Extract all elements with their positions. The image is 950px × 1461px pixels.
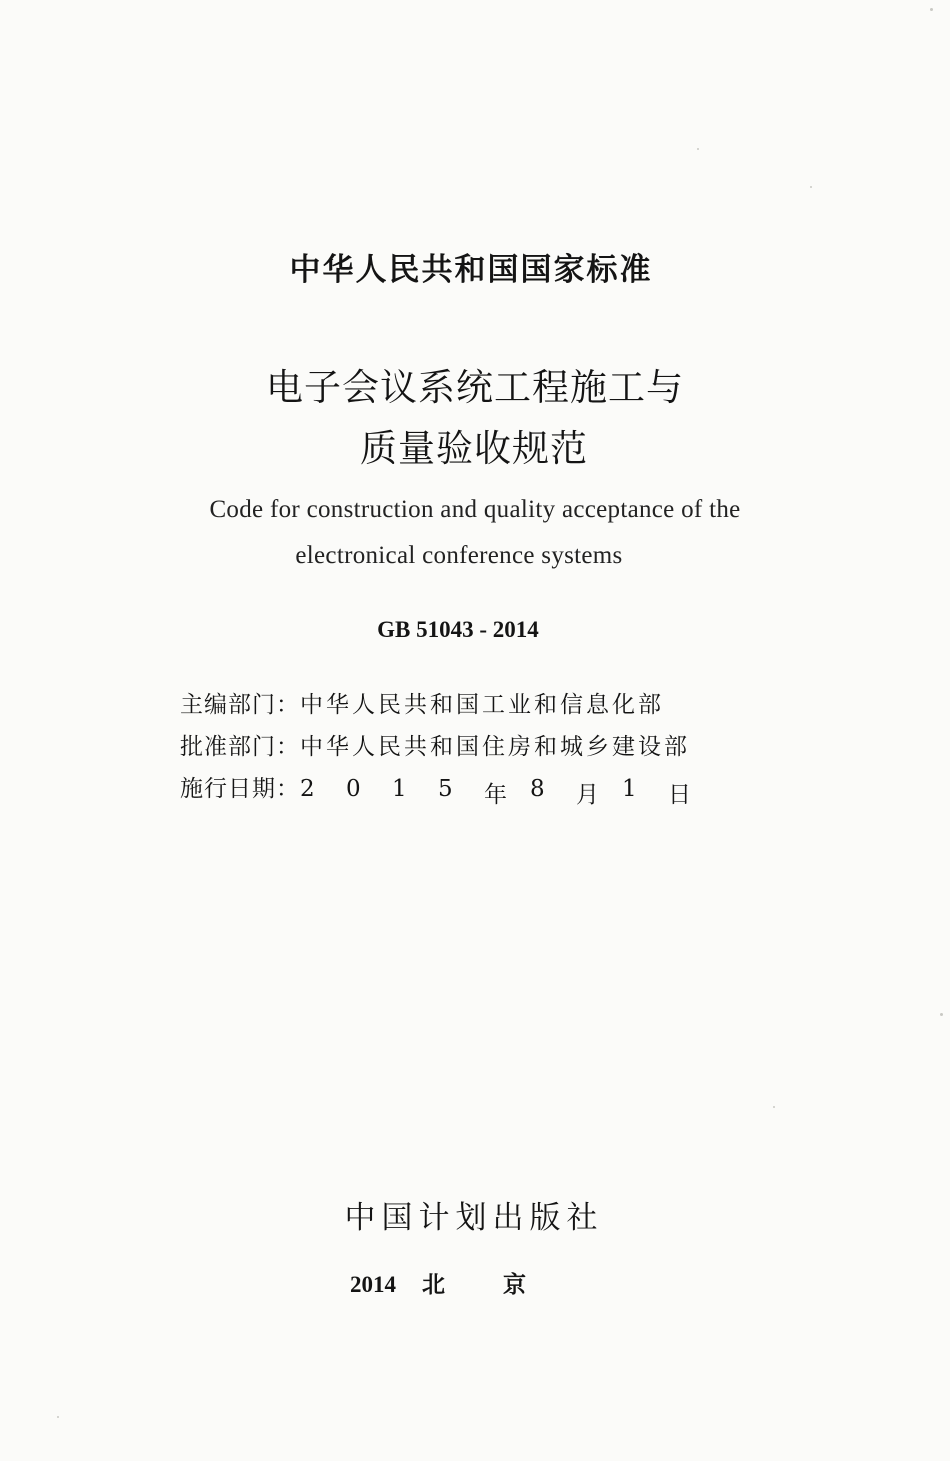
publication-city: 北京 — [422, 1272, 584, 1298]
approver-row — [180, 728, 760, 770]
date-char: 8 — [530, 776, 545, 802]
editor-label: 主编部门： — [180, 692, 300, 718]
scan-speck — [697, 148, 699, 150]
standard-code: GB 51043 - 2014 — [377, 617, 539, 642]
chinese-title-line-1: 电子会议系统工程施工与 — [266, 366, 684, 409]
date-char: 1 — [392, 776, 407, 802]
approver-value: 中华人民共和国住房和城乡建设部 — [300, 734, 690, 760]
scan-speck — [940, 1013, 943, 1016]
date-char: 年 — [484, 782, 507, 808]
editor-value: 中华人民共和国工业和信息化部 — [300, 692, 664, 718]
date-char: 月 — [576, 782, 599, 808]
chinese-title-line-2: 质量验收规范 — [360, 427, 588, 470]
publication-year: 2014 — [350, 1272, 396, 1297]
effective-date-value — [300, 776, 714, 809]
date-char: 1 — [622, 776, 637, 802]
effective-date-label: 施行日期： — [180, 776, 300, 802]
date-char: 日 — [668, 782, 691, 808]
publication-line — [350, 1266, 584, 1299]
info-block — [180, 686, 760, 812]
date-char: 5 — [438, 776, 453, 802]
standard-type-heading: 中华人民共和国国家标准 — [289, 252, 653, 288]
scan-speck — [930, 8, 933, 11]
date-char: 0 — [346, 776, 361, 802]
scan-speck — [773, 1106, 775, 1108]
date-char: 2 — [300, 776, 315, 802]
publisher-name: 中国计划出版社 — [344, 1200, 604, 1236]
scan-speck — [810, 186, 812, 188]
approver-label: 批准部门： — [180, 734, 300, 760]
english-title-line-1: Code for construction and quality acceptance of the — [209, 496, 741, 523]
effective-date-row — [180, 770, 760, 812]
editor-row — [180, 686, 760, 728]
english-title-line-2: electronical conference systems — [295, 542, 623, 569]
scan-speck — [57, 1416, 59, 1418]
